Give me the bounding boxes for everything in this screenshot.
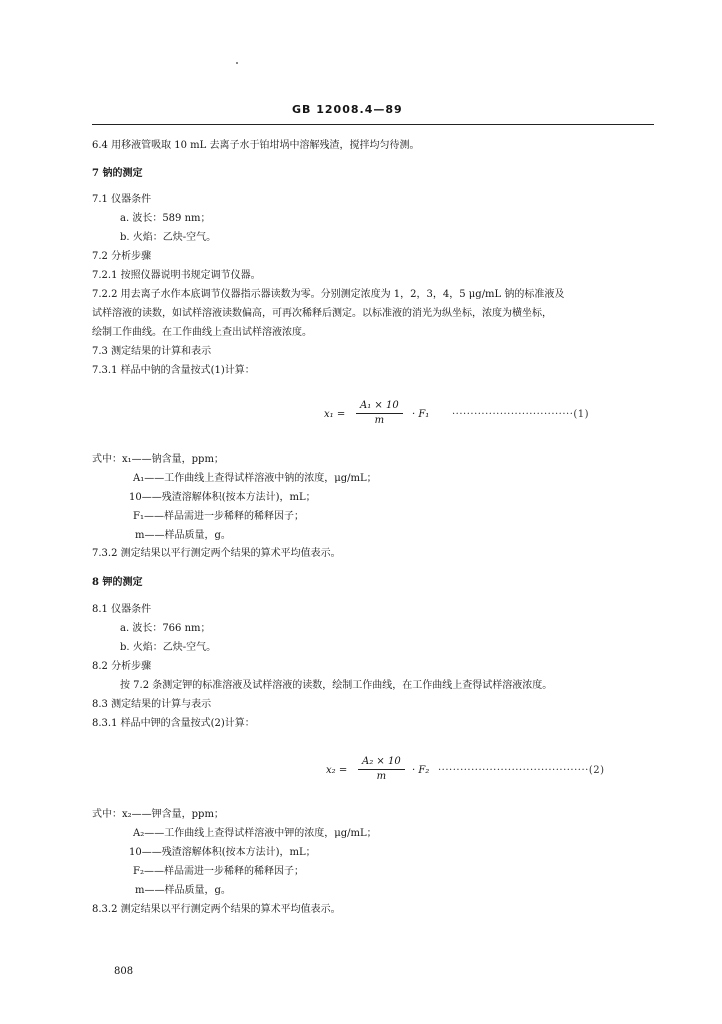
where-1-f1: F₁——样品需进一步稀释的稀释因子；	[133, 511, 304, 522]
scan-speck	[236, 62, 238, 64]
clause-8-3-1: 8.3.1 样品中钾的含量按式(2)计算：	[92, 718, 255, 729]
formula-1-fraction	[356, 400, 403, 426]
header-rule	[92, 124, 654, 125]
clause-8-1: 8.1 仪器条件	[92, 604, 152, 615]
where-2-m: m——样品质量，g。	[135, 885, 231, 896]
clause-8-2: 8.2 分析步骤	[92, 661, 152, 672]
clause-7-2-2-line2: 试样溶液的读数，如试样溶液读数偏高，可再次稀释后测定。以标准液的消光为纵坐标，浓度为横坐标，	[92, 308, 552, 319]
clause-7-3-1: 7.3.1 样品中钠的含量按式(1)计算：	[92, 365, 255, 376]
formula-2	[326, 752, 662, 792]
formula-2-leader-number: ·········································(2)	[438, 765, 605, 776]
clause-7-1-a: a. 波长：589 nm；	[120, 213, 211, 224]
clause-6-4: 6.4 用移液管吸取 10 mL 去离子水于铂坩埚中溶解残渣，搅拌均匀待测。	[92, 140, 420, 151]
standard-code-header: GB 12008.4—89	[292, 103, 403, 116]
where-1-m: m——样品质量，g。	[135, 530, 231, 541]
clause-7-2: 7.2 分析步骤	[92, 251, 152, 262]
where-2-f2: F₂——样品需进一步稀释的稀释因子；	[133, 866, 304, 877]
formula-1	[320, 396, 660, 436]
clause-8-1-b: b. 火焰：乙炔-空气。	[120, 642, 217, 653]
clause-7-2-1: 7.2.1 按照仪器说明书规定调节仪器。	[92, 270, 261, 281]
clause-7-1: 7.1 仪器条件	[92, 194, 152, 205]
clause-8-1-a: a. 波长：766 nm；	[120, 623, 211, 634]
clause-7-1-b: b. 火焰：乙炔-空气。	[120, 232, 217, 243]
page-number: 808	[114, 966, 134, 977]
formula-1-numerator: A₁ × 10	[356, 400, 403, 414]
where-1-10: 10——残渣溶解体积(按本方法计)，mL；	[129, 492, 316, 503]
formula-1-denominator: m	[374, 415, 385, 426]
where-2-x2: 式中：x₂——钾含量，ppm；	[92, 809, 224, 820]
formula-2-fraction	[358, 756, 405, 782]
formula-2-numerator: A₂ × 10	[358, 756, 405, 770]
clause-7-3-2: 7.3.2 测定结果以平行测定两个结果的算术平均值表示。	[92, 548, 341, 559]
where-1-a1: A₁——工作曲线上查得试样溶液中钠的浓度，μg/mL；	[133, 473, 377, 484]
formula-1-leader-number: ·································(1)	[452, 409, 590, 420]
clause-7-2-2-line3: 绘制工作曲线。在工作曲线上查出试样溶液浓度。	[92, 327, 312, 338]
formula-2-denominator: m	[376, 771, 387, 782]
clause-8-3: 8.3 测定结果的计算与表示	[92, 699, 212, 710]
clause-7-2-2-line1: 7.2.2 用去离子水作本底调节仪器指示器读数为零。分别测定浓度为 1，2，3，4，5 μg/mL 钠的标准液及	[92, 289, 565, 300]
clause-8-3-2: 8.3.2 测定结果以平行测定两个结果的算术平均值表示。	[92, 904, 341, 915]
formula-1-lhs: x₁ =	[324, 409, 346, 420]
where-2-10: 10——残渣溶解体积(按本方法计)，mL；	[129, 847, 316, 858]
clause-7-3: 7.3 测定结果的计算和表示	[92, 346, 212, 357]
where-2-a2: A₂——工作曲线上查得试样溶液中钾的浓度，μg/mL；	[133, 828, 377, 839]
section-7-heading: 7 钠的测定	[92, 168, 143, 179]
formula-1-factor: · F₁	[412, 409, 430, 420]
section-8-heading: 8 钾的测定	[92, 577, 143, 588]
clause-8-2-text: 按 7.2 条测定钾的标准溶液及试样溶液的读数，绘制工作曲线，在工作曲线上查得试样溶液浓度。	[120, 680, 553, 691]
formula-2-lhs: x₂ =	[326, 765, 348, 776]
formula-2-factor: · F₂	[412, 765, 430, 776]
where-1-x1: 式中：x₁——钠含量，ppm；	[92, 454, 224, 465]
